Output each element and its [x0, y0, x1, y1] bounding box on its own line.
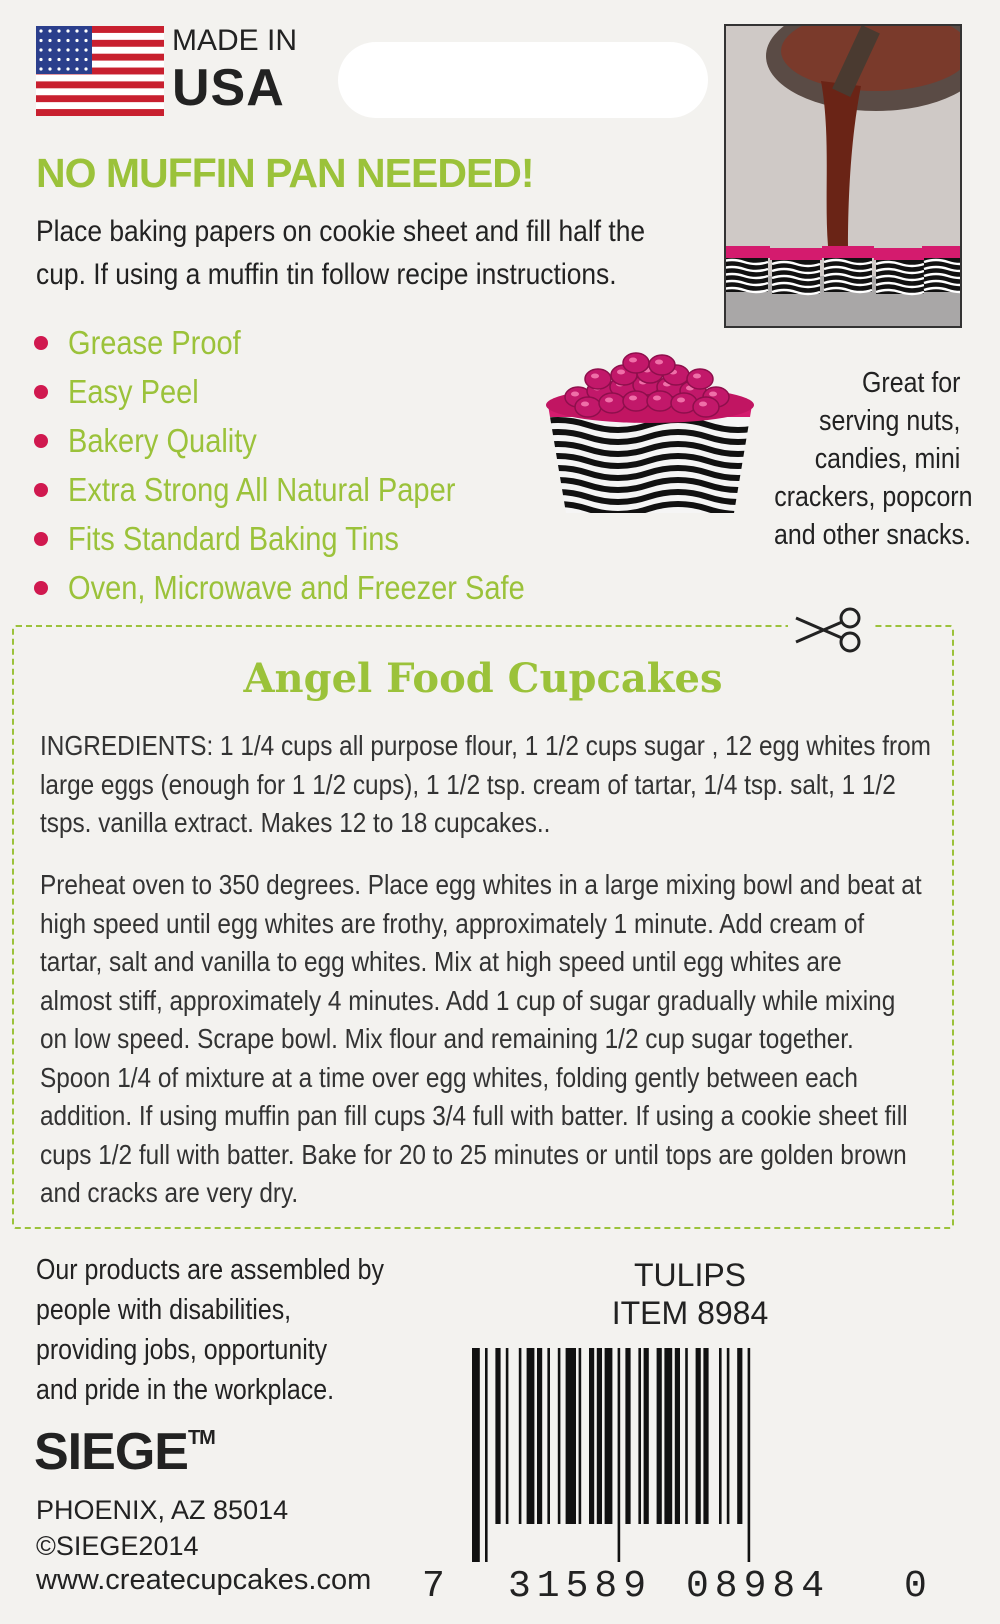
product-info: [600, 1256, 780, 1332]
assembled-statement: [36, 1250, 440, 1410]
recipe-title: Angel Food Cupcakes: [243, 655, 723, 702]
feature-list: [28, 318, 587, 612]
brand-address: [36, 1492, 288, 1564]
assembled-line: people with disabilities,: [36, 1294, 292, 1326]
us-flag-icon: [36, 26, 164, 116]
item-number: ITEM 8984: [611, 1295, 769, 1331]
headline: NO MUFFIN PAN NEEDED!: [36, 150, 534, 196]
bullet-icon: [34, 532, 48, 546]
brand-logo: [34, 1423, 215, 1481]
method-line: Spoon 1/4 of mixture at a time over egg whites, folding gently between each: [40, 1061, 858, 1093]
usa-label: USA: [172, 59, 285, 117]
barcode-digits-group2: 08984: [686, 1565, 831, 1608]
snacks-note: [742, 364, 973, 554]
address-line: PHOENIX, AZ 85014: [36, 1495, 289, 1525]
bullet-icon: [34, 336, 48, 350]
barcode-digit-left: 7: [422, 1565, 445, 1608]
feature-item: Bakery Quality: [28, 416, 587, 465]
feature-item: Oven, Microwave and Freezer Safe: [28, 563, 587, 612]
snacks-line: serving nuts,: [818, 405, 960, 437]
trademark-mark: TM: [187, 1427, 215, 1449]
barcode-digit-right: 0: [904, 1565, 927, 1608]
ingredients-text: [40, 727, 945, 843]
website-link[interactable]: www.createcupcakes.com: [36, 1564, 372, 1596]
zebra-cup-with-candies-image: [528, 345, 772, 520]
product-name: TULIPS: [633, 1257, 747, 1293]
method-line: almost stiff, approximately 4 minutes. Add 1 cup of sugar gradually while mixing: [40, 984, 896, 1016]
scissors-icon: [788, 602, 874, 658]
snacks-line: candies, mini: [814, 443, 960, 475]
method-text: [40, 866, 945, 1213]
ingredient-line: tsps. vanilla extract. Makes 12 to 18 cupcakes..: [40, 807, 551, 838]
assembled-line: providing jobs, opportunity: [36, 1334, 328, 1366]
assembled-line: and pride in the workplace.: [36, 1374, 335, 1406]
method-line: on low speed. Scrape bowl. Mix flour and remaining 1/2 cup sugar together.: [40, 1023, 854, 1054]
intro-line: Place baking papers on cookie sheet and fill half the: [36, 215, 646, 248]
barcode: [470, 1348, 952, 1564]
intro-text: [36, 210, 714, 296]
snacks-line: and other snacks.: [774, 519, 971, 551]
method-line: and cracks are very dry.: [40, 1177, 299, 1208]
bullet-icon: [34, 434, 48, 448]
method-line: Preheat oven to 350 degrees. Place egg whites in a large mixing bowl and beat at: [40, 869, 922, 900]
brand-name: SIEGE: [34, 1423, 188, 1481]
barcode-digits-group1: 31589: [508, 1565, 653, 1608]
batter-pouring-photo: [724, 24, 962, 328]
method-line: high speed until egg whites are frothy, approximately 1 minute. Add cream of: [40, 907, 865, 939]
snacks-line: crackers, popcorn: [774, 481, 973, 513]
method-line: addition. If using muffin pan fill cups 3/4 full with batter. If using a cookie sheet fill: [40, 1100, 908, 1131]
method-line: tartar, salt and vanilla to egg whites. Mix at high speed until egg whites are: [40, 946, 842, 977]
ingredient-line: INGREDIENTS: 1 1/4 cups all purpose flour, 1 1/2 cups sugar , 12 egg whites from: [40, 730, 931, 761]
bullet-icon: [34, 581, 48, 595]
intro-line: cup. If using a muffin tin follow recipe instructions.: [36, 258, 617, 291]
assembled-line: Our products are assembled by: [36, 1254, 384, 1286]
made-in-label: MADE IN: [172, 24, 298, 57]
bullet-icon: [34, 483, 48, 497]
method-line: cups 1/2 full with batter. Bake for 20 to 25 minutes or until tops are golden brown: [40, 1138, 907, 1170]
feature-item: Grease Proof: [28, 318, 587, 367]
hang-tab-slot: [338, 42, 708, 118]
feature-item: Extra Strong All Natural Paper: [28, 465, 587, 514]
bullet-icon: [34, 385, 48, 399]
feature-item: Easy Peel: [28, 367, 587, 416]
copyright-line: ©SIEGE2014: [36, 1531, 199, 1561]
snacks-line: Great for: [861, 367, 960, 399]
feature-item: Fits Standard Baking Tins: [28, 514, 587, 563]
ingredient-line: large eggs (enough for 1 1/2 cups), 1 1/2 tsp. cream of tartar, 1/4 tsp. salt, 1 1/2: [40, 768, 896, 800]
